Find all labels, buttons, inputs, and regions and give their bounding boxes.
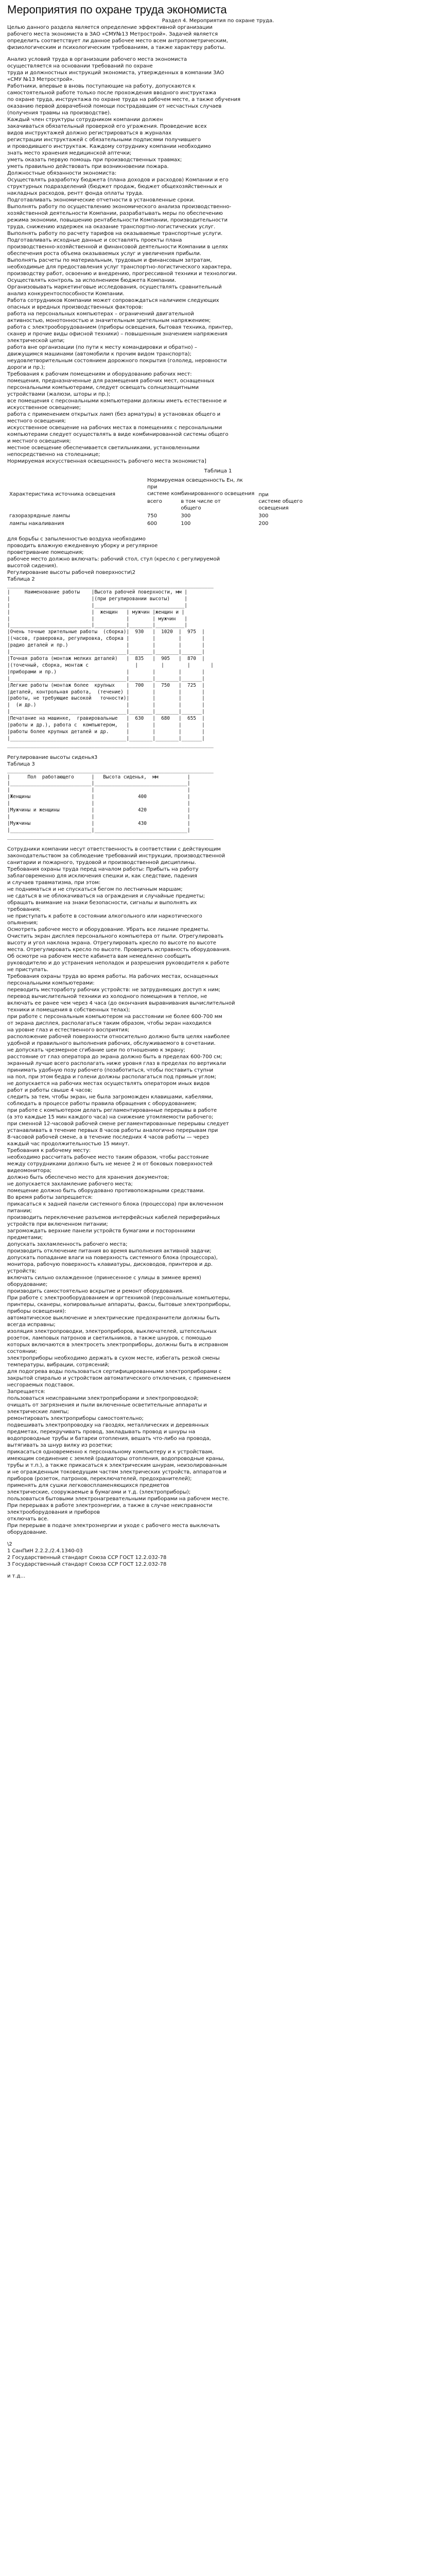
table1-head-total: всего [147, 499, 162, 504]
table1-head-source: Характеристика источника освещения [9, 492, 116, 497]
table1-cell: 200 [258, 521, 269, 527]
seat-height-caption: Регулирование высоты сиденья3 Таблица 3 [7, 754, 98, 767]
table1-cell: 100 [181, 521, 191, 527]
table1-cell: 600 [147, 521, 158, 527]
references-label: \2 [7, 1541, 12, 1547]
table1-head-local: в том числе от общего [181, 499, 221, 511]
section-heading: Раздел 4. Мероприятия по охране труда. [162, 18, 274, 24]
page-title: Мероприятия по охране труда экономиста [7, 3, 227, 16]
table1-head-general: при системе общего освещения [258, 492, 303, 511]
work-surface-height-table: _______________________________________________________________________ | Наименование работы |Высота рабочей поверхности, мм | | |(при регулировании высоты) | | |_______________________________| | | женщин | мужчин |женщин и | | | | | мужчин | |____________________________|___________|________|__________| |Очень точные зрительные работы (сборка)| 930 | 1020 | 975 | |(часов, граверовка, регулировка, сборка | | | | |радио деталей и пр.) | | | | |________________________________________|________|________|_______| |Точная работа (монтаж мелких деталей) | 835 | 905 | 870 | |(точечный, сборка, монтаж с | | | | |приборами и пр.) | | | | |________________________________________|________|________|_______| |Легкие работы (монтаж более крупных | 700 | 750 | 725 | |деталей, контрольная работа, (течение) | | | | |работы, не требующие высокой точности)| | | | | (и др.) | | | | |________________________________________|________|________|_______| |Печатание на машинке, гравировальные | 630 | 680 | 655 | |работы и др.), работа с компьютером, | | | | |работы более крупных деталей и др. | | | | |________________________________________|________|________|_______| _______________________________________________________________________ [7, 583, 214, 748]
intro-paragraph: Целью данного раздела является определение эффективной организации рабочего места экономиста в ЗАО «СМУ№13 Метрострой». Задачей является определить соответствует ли данное рабочее место всем антропометрическим, физиологическим и психологическим требованиям, а также характеру работы. [7, 25, 228, 50]
table1-cell: 750 [147, 513, 158, 519]
table1-cell: 300 [181, 513, 191, 519]
working-conditions-text: Анализ условий труда в организации рабочего места экономиста осуществляется на основании требований по охране труда и должностных инструкций экономиста, утвержденных в компании ЗАО «СМУ №13 Метрострой». Работники, впервые в вновь поступающие на работу, допускаются к самостоятельной работе только после прохождения вводного инструктажа по охране труда, инструктажа по охране труда на рабочем месте, а также обучения оказанию первой доврачебной помощи пострадавшим от несчастных случаев (получения травмы на производстве). Каждый член структуры сотрудником компании должен закачиваться обязательный проверкой его угражения. Проведение всех видов инструктажей должно регистрироваться в журналах регистрации инструктажей с обязательными подписями получившего и проводившего инструктаж. Каждому сотруднику компании необходимо знать место хранения медицинской аптечки; уметь оказать первую помощь при производственных травмах; уметь правильно действовать при возникновении пожара. Должностные обязанности экономиста: Осуществлять разработку бюджета (плана доходов и расходов) Компании и его структурных подразделений (бюджет продаж, бюджет общехозяйственных и накладных расходов, рентт фонда оплаты труда. Подготавливать экономические отчетности в установленные сроки. Выполнять работу по осуществлению экономического анализа производственно- хозяйственной деятельности Компании, разрабатывать меры по обеспечению режима экономии, повышению рентабельности Компании, производительности труда, снижению издержек на оказание транспортно-логистических услуг. Выполнять работу по расчету тарифов на оказываемые транспортные услуги. Подготавливать исходные данные и составлять проекты плана производственно-хозяйственной и финансовой деятельности Компании в целях обеспечения роста объема оказываемых услуг и увеличения прибыли. Выполнять расчеты по материальным, трудовым и финансовым затратам, необходимые для предоставления услуг транспортно-логистического характера, производству работ, освоению и внедрению, прогрессивной техники и технологии. Осуществлять контроль за исполнением бюджета Компании. Организовывать маркетинговые исследования, осуществлять сравнительный анализ конкурентоспособности Компании. Работа сотрудников Компании может сопровождаться наличием следующих опасных и вредных производственных факторов: работа на персональных компьютерах – ограничений двигательной активностью, монотонностью и значительным зрительным напряжением; работа с электрооборудованием (приборы освещения, бытовая техника, принтер, сканер и прочие виды офисной техники) – повышенным значением напряжения электрической цепи; работа вне организации (по пути к месту командировки и обратно) – движущимся машинами (автомобили к прочим видом транспорта); неудовлетворительным состоянием дорожного покрытия (гололед, неровности дороги и пр.); Требования к рабочим помещениям и оборудованию рабочих мест: помещения, предназначенные для размещения рабочих мест, оснащенных персональными компьютерами, следует освещать солнцезащитными устройствами (жалюзи, шторы и пр.); все помещения с персональными компьютерами должны иметь естественное и искусственное освещение; работа с применением открытых ламп (без арматуры) в установках общего и местного освещения; искусственное освещение на рабочих местах в помещениях с персональными компьютерами следует осуществлять в виде комбинированной системы общего и местного освещения; местное освещение обеспечивается светильниками, установленными непосредственно на столешнице; Нормируемая искусственная освещенность рабочего места экономиста] [7, 57, 241, 464]
safety-requirements-text: Сотрудники компании несут ответственность в соответствии с действующим законодательством за соблюдение требований инструкции, производственной санитарии и пожарного, трудовой и производственной дисциплины. Требования охраны труда перед началом работы: Прибыть на работу заблаговременно для исключения спешки и, как следствие, падения и случаев травматизма, при этом: не подниматься и не спускаться бегом по лестничным маршам; не сдаться в не облокачиваться на ограждения и случайные предметы; обращать внимание на знаки безопасности, сигналы и выполнять их требования; не приступать к работе в состоянии алкогольного или наркотического опьянения; Осмотреть рабочее место и оборудование. Убрать все лишние предметы. Очистить экран дисплея персонального компьютера от пыли. Отрегулировать высоту и угол наклона экрана. Отрегулировать кресло по высоте по высоте места. Отрегулировать кресло по высоте. Проверить исправность оборудования. Об осмотре на рабочем месте кабинета вам немедленно сообщить руководителю и до устранения неполадок и разрешения руководителя к работе не приступать. Требования охраны труда во время работы. На рабочих местах, оснащенных персональными компьютерами: переводить местоработу рабочих устройств: не затрудняющих доступ к ним; перевод вычислительной техники из холодного помещения в теплое, не включать ее ранее чем через 4 часа (до окончания выравнивания вычислительной техники и помещения в собственных телах); при работе с персональным компьютером на расстоянии не более 600-700 мм от экрана дисплея, располагаться таким образом, чтобы экран находился на уровне глаз и естественного восприятия; расположение рабочей поверхности относительно должно бытв целях наиболее удобной и правильного выполнения рабочих, обслуживаемого в сочетании. не допускать чрезмерное сгибание шеи по отношению к экрану; расстояние от глаз оператора до экрана должно быть в пределах 600-700 см; экранный лучше всего располагать ниже уровня глаз в пределах по вертикали принимать удобную позу рабочего (позаботиться, чтобы поставить ступни на пол, при этом бедра и голени должны располагаться под прямым углом; не допускается на рабочих местах осуществлять оператором иных видов работ и работы свыше 4 часов; следить за тем, чтобы экран, не была загроможден клавишами, кабелями, соблюдать в процессе работы правила обращения с оборудованием; при работе с компьютером делать регламентированные перерывы в работе (а это каждые 15 мин каждого часа) на снижение утомляемости рабочего; при сменной 12-часовой рабочей смене регламентированные перерывы следует устанавливать в течение первых 8 часов работы аналогично перерывам при 8-часовой рабочей смене, а в течение последних 4 часов работы — через каждый час продолжительностью 15 минут. Требования к рабочему месту: необходимо рассчитать рабочее место таким образом, чтобы расстояние между сотрудниками должно быть не менее 2 м от боковых поверхностей видеомонитора; должно быть обеспечено место для хранения документов; не допускается захламление рабочего места; помещение должно быть оборудовано противопожарными средствами. Во время работы запрещается: прикасаться к задней панели системного блока (процессора) при включенном питании; производить переключение разъемов интерфейсных кабелей периферийных устройств при включенном питании; загромождать верхние панели устройств бумагами и посторонними предметами; допускать захламленность рабочего места; производить отключение питания во время выполнения активной задачи; допускать попадание влаги на поверхность системного блока (процессора), монитора, рабочую поверхность клавиатуры, дисководов, принтеров и др. устройств; включать сильно охлажденное (принесенное с улицы в зимнее время) оборудование; производить самостоятельно вскрытие и ремонт оборудования. При работе с электрооборудованием и оргтехникой (персональные компьютеры, принтеры, сканеры, копировальные аппараты, факсы, бытовые электроприборы, приборы освещения): автоматическое выключение и электрические предохранители должны быть всегда исправны; изоляция электропроводки, электроприборов, выключателей, штепсельных розеток, ламповых патронов и светильников, а также шнуров, с помощью которых включаются в электросеть электроприборы, должны быть в исправном состоянии; электроприборы необходимо держать в сухом месте, избегать резкой смены температуры, вибрации, сотрясений; для подогрева воды пользоваться сертифицированными электроприборами с закрытой спиралью и устройством автоматического отключения, с применением несгораемых подставок. Запрещается: пользоваться неисправными электроприборами и электропроводкой; очищать от загрязнения и пыли включенные осветительные аппараты и электрические лампы; ремонтировать электроприборы самостоятельно; подвешивать электропроводку на гвоздях, металлических и деревянных предметах, перекручивать провод, закладывать провод и шнуры на водопроводные трубы и батареи отопления, вешать что-либо на провода, вытягивать за шнур вилку из розетки; прикасаться одновременно к персональному компьютеру и к устройствам, имеющим соединение с землей (радиаторы отопления, водопроводные краны, трубы и т.п.), а также прикасаться к электрическим шнурам, неизолированным и не огражденным токоведущим частям электрических устройств, аппаратов и приборов (розеток, патронов, переключателей, предохранителей); применять для сушки легковоспламеняющихся предметов электрические, сооружаемые в бумагами и т.д. (электроприборы); пользоваться бытовыми электронагревательными приборами на рабочем месте. При перерывах в работе электроэнергии, а также в случае неисправности электрооборудования и приборов отключать все. При перерыве в подаче электроэнергии и уходе с рабочего места выключать оборудование. [7, 846, 235, 1535]
dust-and-workplace-text: для борьбы с запыленностью воздуха необходимо проводить влажную ежедневную уборку и регулярное проветривание помещения; рабочее место должно включать: рабочий стол, стул (кресло с регулируемой высотой сидения). Регулирование высоты рабочей поверхности\2 Таблица 2 [7, 536, 220, 582]
illumination-table [7, 477, 305, 528]
table-row [7, 520, 305, 528]
table1-cell: 300 [258, 513, 269, 519]
table1-cell: лампы накаливания [9, 521, 64, 527]
table1-head-norm: Нормируемая освещенность Ен, лк при системе комбинированного освещения [147, 478, 255, 497]
seat-height-table: _______________________________________________________________________ | Пол работающего | Высота сиденья, мм | |____________________________|________________________________| | | | |Женщины | 400 | | | | |Мужчины и женщины | 420 | | | | |Мужчины | 430 | |____________________________|________________________________| _______________________________________________________________________ [7, 767, 214, 840]
references-list: 1 СанПиН 2.2.2./2.4.1340-03 2 Государственный стандарт Союза ССР ГОСТ 12.2.032-78 3 Государственный стандарт Союза ССР ГОСТ 12.2.032-78 [7, 1548, 167, 1567]
document-body [7, 18, 429, 1580]
table1-caption: Таблица 1 [204, 468, 232, 474]
table1-cell: газоразрядные лампы [9, 513, 71, 519]
table-row [7, 512, 305, 520]
footer-text: и т.д... [7, 1573, 26, 1579]
